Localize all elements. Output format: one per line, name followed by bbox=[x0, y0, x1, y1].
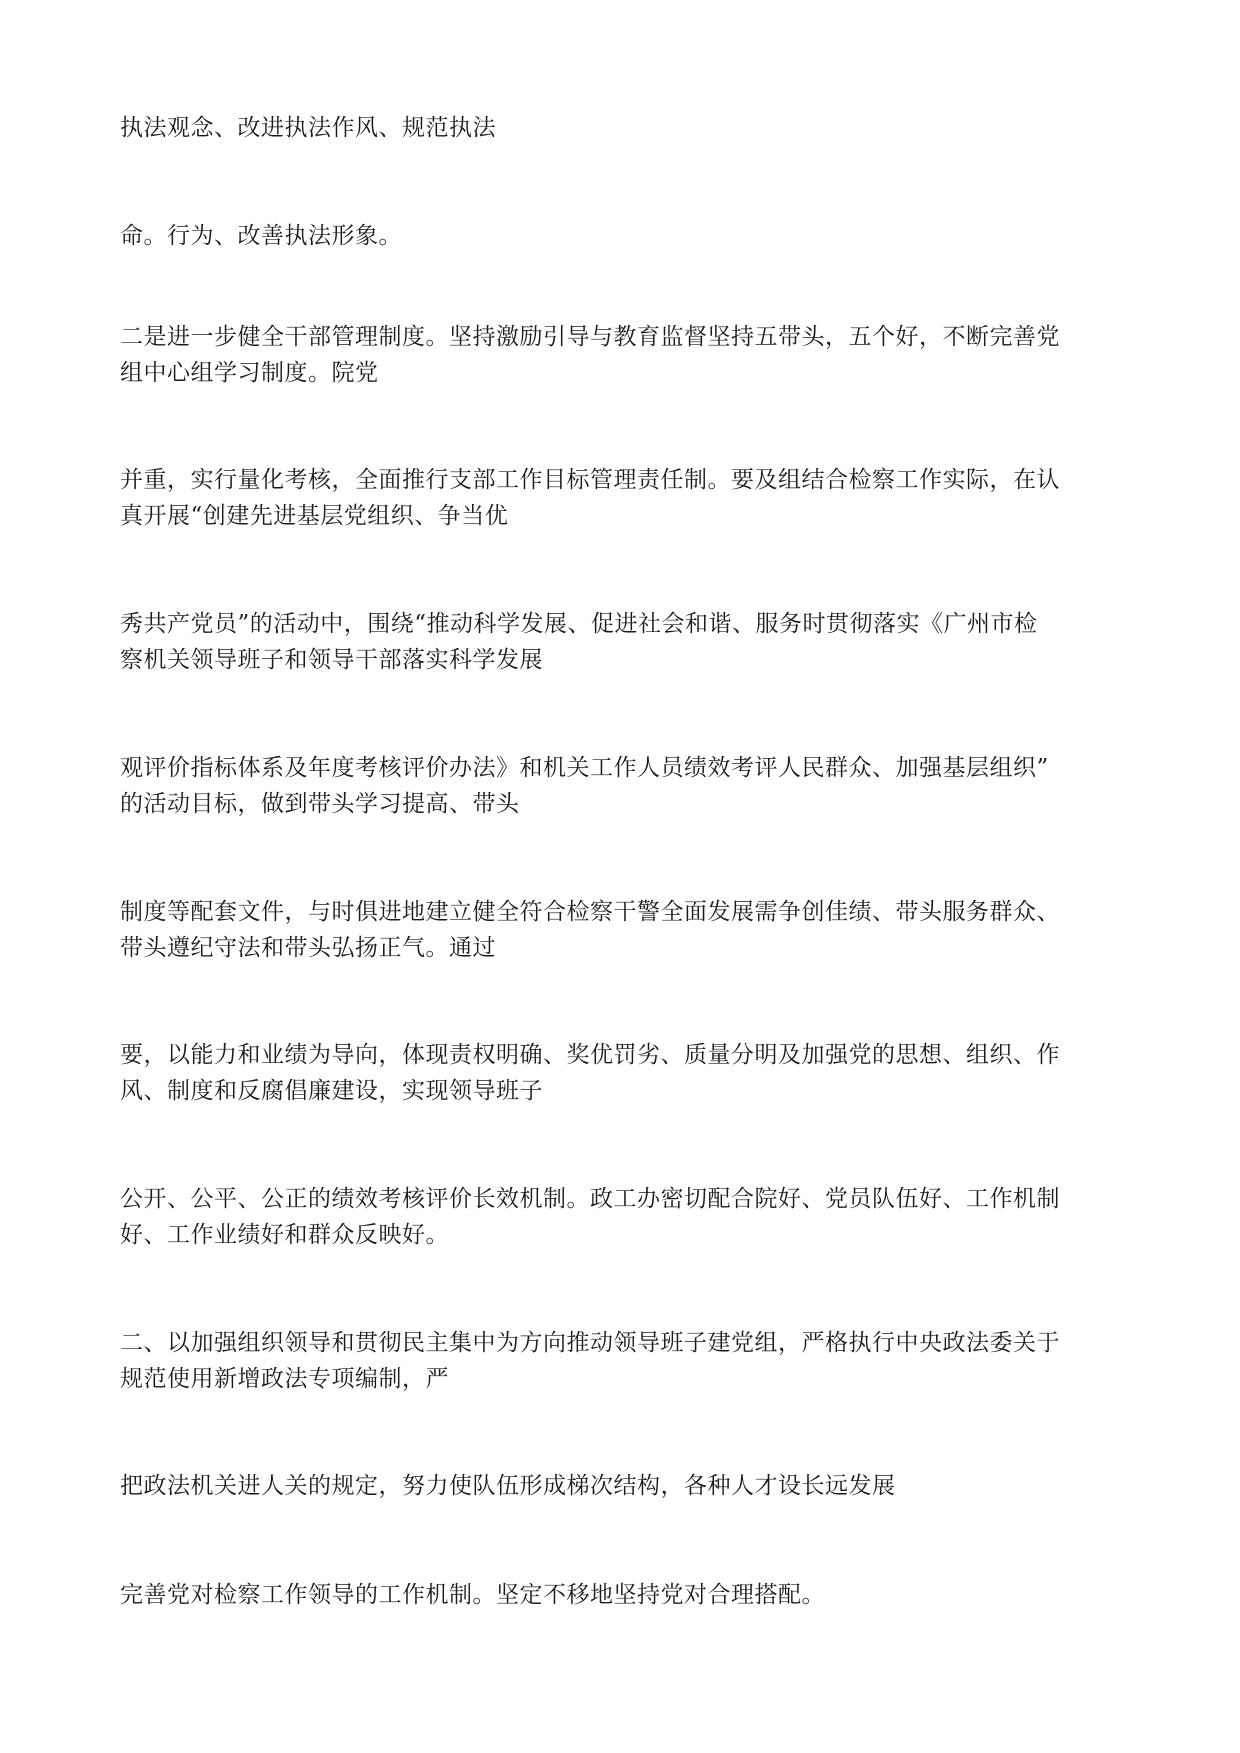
text-line: 组中心组学习制度。院党 bbox=[120, 360, 379, 386]
paragraph-2 bbox=[120, 218, 1130, 254]
paragraph-10 bbox=[120, 1325, 1130, 1397]
text-line: 风、制度和反腐倡廉建设，实现领导班子 bbox=[120, 1078, 543, 1104]
paragraph-3 bbox=[120, 319, 1130, 391]
text-line: 执法观念、改进执法作风、规范执法 bbox=[120, 115, 496, 141]
paragraph-8 bbox=[120, 1037, 1130, 1109]
text-line: 把政法机关进人关的规定，努力使队伍形成梯次结构，各种人才设长远发展 bbox=[120, 1473, 896, 1499]
paragraph-12 bbox=[120, 1577, 1130, 1613]
text-line: 并重，实行量化考核，全面推行支部工作目标管理责任制。要及组结合检察工作实际，在认 bbox=[120, 467, 1060, 493]
text-line: 命。行为、改善执法形象。 bbox=[120, 223, 402, 249]
text-line: 要，以能力和业绩为导向，体现责权明确、奖优罚劣、质量分明及加强党的思想、组织、作 bbox=[120, 1042, 1060, 1068]
paragraph-4 bbox=[120, 462, 1130, 534]
text-line: 带头遵纪守法和带头弘扬正气。通过 bbox=[120, 935, 496, 961]
text-line: 的活动目标，做到带头学习提高、带头 bbox=[120, 791, 520, 817]
paragraph-5 bbox=[120, 606, 1130, 678]
text-line: 观评价指标体系及年度考核评价办法》和机关工作人员绩效考评人民群众、加强基层组织” bbox=[120, 755, 1049, 781]
text-line: 好、工作业绩好和群众反映好。 bbox=[120, 1222, 449, 1248]
paragraph-7 bbox=[120, 894, 1130, 966]
paragraph-11 bbox=[120, 1468, 1130, 1504]
text-line: 真开展“创建先进基层党组织、争当优 bbox=[120, 503, 509, 529]
text-line: 察机关领导班子和领导干部落实科学发展 bbox=[120, 647, 543, 673]
paragraph-9 bbox=[120, 1181, 1130, 1253]
text-line: 制度等配套文件，与时俱进地建立健全符合检察干警全面发展需争创佳绩、带头服务群众、 bbox=[120, 899, 1060, 925]
text-line: 二、以加强组织领导和贯彻民主集中为方向推动领导班子建党组，严格执行中央政法委关于 bbox=[120, 1330, 1060, 1356]
text-line: 二是进一步健全干部管理制度。坚持激励引导与教育监督坚持五带头，五个好，不断完善党 bbox=[120, 324, 1060, 350]
text-line: 秀共产党员”的活动中，围绕“推动科学发展、促进社会和谐、服务时贯彻落实《广州市检 bbox=[120, 611, 1038, 637]
paragraph-1 bbox=[120, 110, 1130, 146]
text-line: 规范使用新增政法专项编制，严 bbox=[120, 1366, 449, 1392]
text-line: 公开、公平、公正的绩效考核评价长效机制。政工办密切配合院好、党员队伍好、工作机制 bbox=[120, 1186, 1060, 1212]
text-line: 完善党对检察工作领导的工作机制。坚定不移地坚持党对合理搭配。 bbox=[120, 1582, 825, 1608]
paragraph-6 bbox=[120, 750, 1130, 822]
